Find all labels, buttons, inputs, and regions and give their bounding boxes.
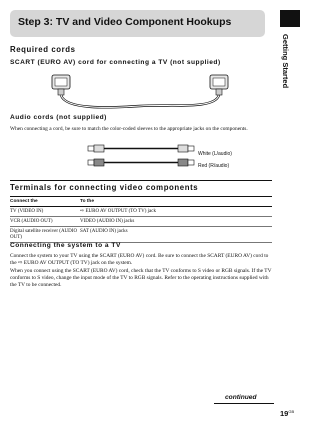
column-header: To the xyxy=(80,197,272,207)
scart-cord-heading: SCART (EURO AV) cord for connecting a TV (not supplied) xyxy=(10,59,221,66)
connecting-paragraph-2: When you connect using the SCART (EURO AV) cord, check that the TV conforms to S video or RGB signals. If the TV conforms to S video, change the input mode of the TV to RGB signals. Refer to the operating instructions supplied with the TV to be connected. xyxy=(10,268,272,289)
table-row xyxy=(10,227,272,243)
audio-cords-text: When connecting a cord, be sure to match the color-coded sleeves to the appropriate jacks on the components. xyxy=(10,126,248,132)
table-cell: TV (VIDEO IN) xyxy=(10,207,80,217)
table-cell: SAT (AUDIO IN) jacks xyxy=(80,227,272,243)
audio-cords-heading: Audio cords (not supplied) xyxy=(10,114,107,121)
connecting-paragraph-1: Connect the system to your TV using the SCART (EURO AV) cord. Be sure to connect the SCART (EURO AV) cord to the ⇨ EURO AV OUTPUT (TO TV) jack on the system. xyxy=(10,253,269,267)
table-cell: VIDEO (AUDIO IN) jacks xyxy=(80,217,272,227)
column-header: Connect the xyxy=(10,197,80,207)
continued-label: continued xyxy=(225,394,257,401)
table-row xyxy=(10,217,272,227)
connecting-heading: Connecting the system to a TV xyxy=(10,242,121,249)
white-audio-label: White (L/audio) xyxy=(198,151,232,157)
table-cell: Digital satellite receiver (AUDIO OUT) xyxy=(10,227,80,243)
continued-rule xyxy=(214,403,274,404)
side-tab-marker xyxy=(280,10,300,27)
side-label: Getting Started xyxy=(281,34,290,89)
table-header-row xyxy=(10,197,272,207)
table-cell: VCR (AUDIO OUT) xyxy=(10,217,80,227)
terminals-table xyxy=(10,196,272,243)
scart-cable-illustration xyxy=(50,70,230,110)
page-number: $19^{GB}$ xyxy=(280,409,295,418)
table-row xyxy=(10,207,272,217)
table-cell: ⇨ EURO AV OUTPUT (TO TV) jack xyxy=(80,207,272,217)
required-cords-heading: Required cords xyxy=(10,45,76,54)
page-title: Step 3: TV and Video Component Hookups xyxy=(18,16,232,28)
red-audio-label: Red (R/audio) xyxy=(198,163,230,169)
audio-cable-illustration xyxy=(86,143,196,173)
terminals-heading: Terminals for connecting video components xyxy=(10,183,199,192)
section-divider xyxy=(10,180,272,181)
